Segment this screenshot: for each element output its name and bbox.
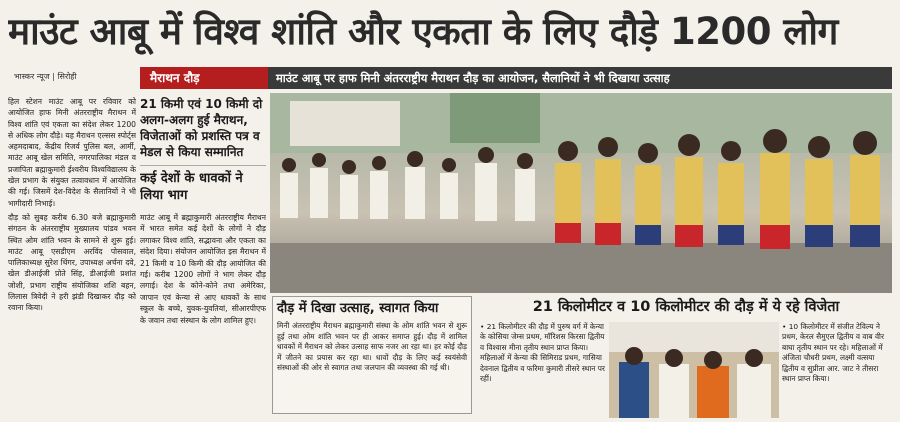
paragraph: माउंट आबू में ब्रह्माकुमारी अंतरराष्ट्रीय मैराथन में भारत समेत कई देशों के लोगों ने दौड़ लगाकर विश्व शांति, सद्भावना और एकता का संदेश दिया। संयोजन आयोजित इस मैराथन में 21 किमी व 10 किमी की दौड़ आयोजित की गई। करीब 1200 लोगों ने भाग लेकर दौड़ लगाई। देश के कोने-कोने तथा अमेरिका, जापान एवं केन्या से आए धावकों के साथ स्कूल के बच्चे, युवक-युवतियां, सीआरपीएफ के जवान तथा संस्थान के लोग शामिल हुए।: [140, 213, 266, 325]
paragraph: • 21 किलोमीटर की दौड़ में पुरुष वर्ग में केन्या के कोसिया जेम्स प्रथम, मॉरिशस किरसा द्वितीय व विश्वास मीना तृतीय स्थान प्राप्त किया। महिलाओं में केन्या की सिमिराड प्रथम, गासिया देवनाल द्वितीय व फरिमा कुमारी तीसरे स्थान पर रहीं।: [480, 322, 605, 384]
highlight-box: [272, 296, 472, 414]
deck-headline-2: कई देशों के धावकों ने लिया भाग: [140, 165, 266, 204]
winners-right: [782, 322, 892, 418]
byline: भास्कर न्यूज | सिरोही: [14, 72, 77, 81]
paragraph: मिनी अंतरराष्ट्रीय मैराथन ब्रह्माकुमारी संस्था के ओम शांति भवन से शुरू हुई तथा ओम शांति भवन पर ही आकर समाप्त हुई। दौड़ में शामिल धावकों में मैराथन को लेकर उत्साह साफ नजर आ रहा था। हर कोई दौड़ में जीतने का प्रयास कर रहा था। धावों दौड़ के लिए कई स्वयंसेवी संस्थाओं की ओर से स्वागत तथा जलपान की व्यवस्था की गई थी।: [277, 321, 467, 373]
winners-title: 21 किलोमीटर व 10 किलोमीटर की दौड़ में ये रहे विजेता: [532, 299, 840, 315]
paragraph: हिल स्टेशन माउंट आबू पर रविवार को आयोजित हाफ मिनी अंतरराष्ट्रीय मैराथन में विश्व शांति एवं एकता का संदेश लेकर 1200 से अधिक लोग दौड़े। यह मैराथन एल्सस स्पोर्ट्स अहमदाबाद, केंद्रीय रिजर्व पुलिस बल, आर्मी, माउंट आबू खेल समिति, नगरपालिका मंडल व प्रजापिता ब्रह्माकुमारी ईश्वरीय विश्वविद्यालय के खेल प्रभाग के संयुक्त तत्वावधान में आयोजित की गई। जिसमें देश-विदेश के सैलानियों ने भी भागीदारी निभाई।: [8, 97, 136, 208]
winners-left: [480, 322, 606, 418]
marathon-photo: [270, 93, 892, 293]
headline: माउंट आबू में विश्व शांति और एकता के लिए दौड़े 1200 लोग: [8, 10, 838, 53]
award-photo: [609, 322, 779, 418]
award-illustration: [609, 322, 779, 418]
box-title: दौड़ में दिखा उत्साह, स्वागत किया: [277, 301, 439, 316]
paragraph: दौड़ को सुबह करीब 6.30 बजे ब्रह्माकुमारी संगठन के अंतरराष्ट्रीय मुख्यालय पांडव भवन स्थित ओम शांति भवन के सामने से शुरू हुई। माउंट आबू एसडीएम अरविंद पोसवाल, पालिकाध्यक्ष सुरेश थिंगर, उपाध्यक्ष अर्चना दवे, खेल डीआईजी प्रोते सिंह, डीआईजी प्रशांत जोशी, प्रभाग राष्ट्रीय संयोजिका शशि बहन, लिलास त्रिवेदी ने हरी झंडी दिखाकर दौड़ को रवाना किया।: [8, 212, 136, 313]
deck-headline: 21 किमी एवं 10 किमी दो अलग-अलग हुई मैराथन, विजेताओं को प्रशस्ति पत्र व मेडल से किया सम्मानित: [140, 97, 263, 159]
section-tag: मैराथन दौड़: [140, 67, 268, 89]
paragraph: • 10 किलोमीटर में संजीत टेविल्य ने प्रथम, केरल सैमुएल द्वितीय व वाब वीर बाघा तृतीय स्थान पर रहे। महिलाओं में अंजिता चौधरी प्रथम, लक्ष्मी वत्सया द्वितीय व सुप्रीता आर. जाट ने तीसरा स्थान प्राप्त किया।: [782, 322, 884, 384]
runners-illustration: [270, 93, 892, 293]
article-column-2: [140, 96, 266, 418]
article-column-1: [8, 96, 136, 418]
subheadline: माउंट आबू पर हाफ मिनी अंतरराष्ट्रीय मैराथन दौड़ का आयोजन, सैलानियों ने भी दिखाया उत्साह: [268, 67, 892, 89]
